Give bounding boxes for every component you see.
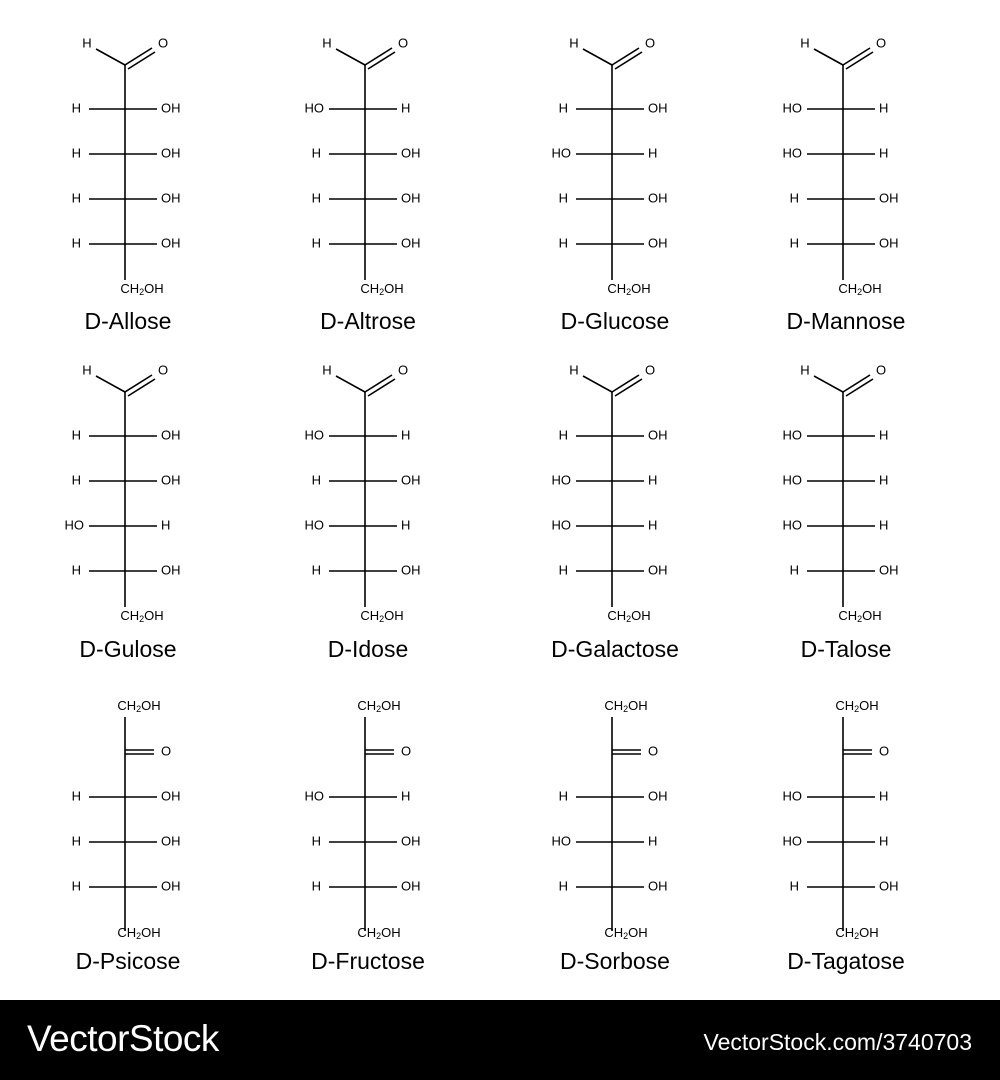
left-substituent: H (71, 427, 81, 443)
aldehyde-h: H (569, 362, 579, 378)
left-substituent: H (311, 878, 321, 894)
left-substituent: H (558, 878, 568, 894)
right-substituent: H (879, 517, 889, 533)
molecule-name: D-Allose (84, 308, 172, 335)
right-substituent: OH (161, 833, 181, 849)
carbonyl-o: O (875, 35, 887, 51)
right-substituent: OH (401, 145, 421, 161)
right-substituent: OH (161, 788, 181, 804)
ch2oh-prefix: CH (357, 925, 377, 941)
left-substituent: H (71, 788, 81, 804)
right-substituent: OH (161, 427, 181, 443)
molecule-d-idose (305, 362, 421, 662)
left-substituent: H (558, 190, 568, 206)
left-substituent: H (558, 788, 568, 804)
ketone-o: O (647, 743, 659, 759)
right-substituent: OH (161, 235, 181, 251)
ch2oh-suffix: OH (381, 925, 401, 941)
right-substituent: OH (401, 833, 421, 849)
aldehyde-h-bond (96, 376, 125, 392)
left-substituent: HO (782, 788, 802, 804)
right-substituent: OH (161, 878, 181, 894)
ch2oh-bottom (835, 925, 878, 941)
molecule-name: D-Altrose (320, 308, 416, 335)
left-substituent: H (789, 190, 799, 206)
left-substituent: H (558, 427, 568, 443)
left-substituent: H (71, 100, 81, 116)
ch2oh-top (117, 698, 160, 714)
molecule-d-tagatose (783, 698, 905, 974)
ch2oh-suffix: OH (631, 281, 651, 297)
molecule-name: D-Glucose (560, 308, 670, 335)
left-substituent: HO (782, 100, 802, 116)
ch2oh-suffix: OH (862, 281, 882, 297)
right-substituent: H (648, 145, 658, 161)
molecule-name: D-Galactose (551, 636, 679, 663)
carbonyl-o: O (397, 362, 409, 378)
molecule-name: D-Fructose (311, 948, 425, 975)
right-substituent: OH (879, 190, 899, 206)
left-substituent: H (71, 190, 81, 206)
right-substituent: H (648, 517, 658, 533)
ch2oh-bottom (120, 281, 163, 297)
aldehyde-h-bond (336, 376, 365, 392)
ch2oh-top (357, 698, 400, 714)
left-substituent: H (71, 472, 81, 488)
ch2oh-prefix: CH (117, 698, 137, 714)
molecule-d-altrose (305, 35, 421, 334)
molecule-name: D-Idose (327, 636, 409, 663)
right-substituent: OH (648, 878, 668, 894)
carbonyl-o: O (644, 35, 656, 51)
right-substituent: OH (879, 878, 899, 894)
molecule-d-talose (783, 362, 899, 662)
left-substituent: HO (304, 517, 324, 533)
brand-logo: VectorStock (27, 1018, 219, 1059)
right-substituent: H (401, 788, 411, 804)
ch2oh-suffix: OH (141, 925, 161, 941)
ch2oh-prefix: CH (607, 281, 627, 297)
right-substituent: H (161, 517, 171, 533)
stock-id-text: VectorStock.com/3740703 (703, 1029, 972, 1055)
right-substituent: OH (648, 788, 668, 804)
ch2oh-subscript: 2 (379, 614, 385, 625)
right-substituent: OH (648, 562, 668, 578)
ch2oh-subscript: 2 (376, 931, 382, 942)
ch2oh-prefix: CH (835, 925, 855, 941)
right-substituent: OH (648, 235, 668, 251)
molecule-d-galactose (551, 362, 679, 662)
ch2oh-subscript: 2 (139, 614, 145, 625)
left-substituent: HO (551, 472, 571, 488)
left-substituent: H (311, 562, 321, 578)
ch2oh-subscript: 2 (623, 931, 629, 942)
molecule-d-allose (72, 35, 181, 334)
molecule-name: D-Psicose (75, 948, 181, 975)
molecule-name: D-Mannose (786, 308, 906, 335)
molecule-name: D-Talose (800, 636, 892, 663)
right-substituent: OH (401, 562, 421, 578)
right-substituent: H (401, 517, 411, 533)
right-substituent: H (648, 472, 658, 488)
ch2oh-subscript: 2 (857, 614, 863, 625)
left-substituent: HO (782, 472, 802, 488)
right-substituent: H (401, 100, 411, 116)
left-substituent: H (311, 190, 321, 206)
ch2oh-prefix: CH (838, 281, 858, 297)
carbonyl-o: O (157, 362, 169, 378)
left-substituent: H (311, 833, 321, 849)
aldehyde-h: H (82, 35, 92, 51)
molecule-d-fructose (305, 698, 425, 974)
molecule-d-sorbose (552, 698, 670, 974)
right-substituent: OH (161, 190, 181, 206)
left-substituent: H (558, 562, 568, 578)
ch2oh-suffix: OH (144, 608, 164, 624)
right-substituent: H (401, 427, 411, 443)
left-substituent: HO (304, 427, 324, 443)
ch2oh-prefix: CH (604, 698, 624, 714)
right-substituent: H (879, 833, 889, 849)
left-substituent: H (789, 878, 799, 894)
right-substituent: H (648, 833, 658, 849)
right-substituent: OH (161, 100, 181, 116)
right-substituent: H (879, 145, 889, 161)
ch2oh-bottom (838, 608, 881, 624)
left-substituent: H (311, 145, 321, 161)
aldehyde-h-bond (814, 49, 843, 65)
ch2oh-suffix: OH (381, 698, 401, 714)
carbonyl-o: O (644, 362, 656, 378)
right-substituent: H (879, 472, 889, 488)
aldehyde-h-bond (583, 49, 612, 65)
left-substituent: H (789, 562, 799, 578)
right-substituent: H (879, 788, 889, 804)
ch2oh-prefix: CH (607, 608, 627, 624)
right-substituent: OH (879, 562, 899, 578)
aldehyde-h: H (569, 35, 579, 51)
ch2oh-suffix: OH (859, 925, 879, 941)
ch2oh-prefix: CH (360, 281, 380, 297)
right-substituent: H (879, 100, 889, 116)
left-substituent: HO (64, 517, 84, 533)
ch2oh-prefix: CH (835, 698, 855, 714)
molecule-d-gulose (65, 362, 181, 662)
left-substituent: HO (782, 427, 802, 443)
ch2oh-prefix: CH (357, 698, 377, 714)
molecule-name: D-Sorbose (560, 948, 670, 975)
left-substituent: HO (782, 517, 802, 533)
right-substituent: OH (401, 190, 421, 206)
ch2oh-subscript: 2 (139, 287, 145, 298)
ch2oh-suffix: OH (144, 281, 164, 297)
right-substituent: OH (879, 235, 899, 251)
left-substituent: HO (304, 788, 324, 804)
left-substituent: H (71, 235, 81, 251)
ch2oh-bottom (117, 925, 160, 941)
right-substituent: H (879, 427, 889, 443)
ch2oh-prefix: CH (117, 925, 137, 941)
ketone-o: O (160, 743, 172, 759)
left-substituent: H (789, 235, 799, 251)
aldehyde-h-bond (814, 376, 843, 392)
ch2oh-subscript: 2 (626, 287, 632, 298)
ch2oh-subscript: 2 (854, 704, 860, 715)
ch2oh-subscript: 2 (857, 287, 863, 298)
ch2oh-subscript: 2 (136, 931, 142, 942)
ch2oh-subscript: 2 (136, 704, 142, 715)
aldehyde-h: H (322, 362, 332, 378)
ch2oh-bottom (357, 925, 400, 941)
aldehyde-h: H (322, 35, 332, 51)
aldehyde-h: H (82, 362, 92, 378)
ch2oh-bottom (838, 281, 881, 297)
aldehyde-h: H (800, 35, 810, 51)
right-substituent: OH (161, 472, 181, 488)
left-substituent: HO (782, 833, 802, 849)
left-substituent: H (71, 145, 81, 161)
footer-bar (0, 1000, 1000, 1080)
left-substituent: H (558, 235, 568, 251)
ch2oh-suffix: OH (628, 925, 648, 941)
ch2oh-prefix: CH (838, 608, 858, 624)
ch2oh-suffix: OH (384, 608, 404, 624)
ketone-o: O (400, 743, 412, 759)
ch2oh-suffix: OH (384, 281, 404, 297)
aldehyde-h-bond (336, 49, 365, 65)
ch2oh-bottom (120, 608, 163, 624)
left-substituent: H (71, 562, 81, 578)
molecule-name: D-Gulose (79, 636, 177, 663)
ch2oh-suffix: OH (628, 698, 648, 714)
ch2oh-bottom (607, 281, 650, 297)
aldehyde-h-bond (96, 49, 125, 65)
molecule-d-mannose (783, 35, 906, 334)
ch2oh-bottom (607, 608, 650, 624)
ch2oh-subscript: 2 (626, 614, 632, 625)
ch2oh-suffix: OH (631, 608, 651, 624)
left-substituent: H (311, 472, 321, 488)
left-substituent: HO (551, 145, 571, 161)
right-substituent: OH (401, 878, 421, 894)
ketone-o: O (878, 743, 890, 759)
ch2oh-prefix: CH (360, 608, 380, 624)
ch2oh-suffix: OH (859, 698, 879, 714)
ch2oh-subscript: 2 (379, 287, 385, 298)
aldehyde-h: H (800, 362, 810, 378)
right-substituent: OH (648, 427, 668, 443)
ch2oh-bottom (604, 925, 647, 941)
right-substituent: OH (401, 235, 421, 251)
right-substituent: OH (648, 190, 668, 206)
ch2oh-suffix: OH (862, 608, 882, 624)
right-substituent: OH (161, 562, 181, 578)
right-substituent: OH (401, 472, 421, 488)
molecule-name: D-Tagatose (787, 948, 905, 975)
ch2oh-bottom (360, 281, 403, 297)
molecule-d-glucose (552, 35, 670, 334)
ch2oh-bottom (360, 608, 403, 624)
ch2oh-prefix: CH (120, 281, 140, 297)
molecule-d-psicose (72, 698, 181, 974)
ch2oh-top (604, 698, 647, 714)
ch2oh-subscript: 2 (623, 704, 629, 715)
ch2oh-subscript: 2 (376, 704, 382, 715)
left-substituent: HO (304, 100, 324, 116)
carbonyl-o: O (157, 35, 169, 51)
ch2oh-prefix: CH (604, 925, 624, 941)
ch2oh-prefix: CH (120, 608, 140, 624)
right-substituent: OH (161, 145, 181, 161)
left-substituent: HO (551, 833, 571, 849)
left-substituent: H (311, 235, 321, 251)
ch2oh-subscript: 2 (854, 931, 860, 942)
left-substituent: H (558, 100, 568, 116)
ch2oh-top (835, 698, 878, 714)
ch2oh-suffix: OH (141, 698, 161, 714)
left-substituent: H (71, 878, 81, 894)
left-substituent: HO (551, 517, 571, 533)
aldehyde-h-bond (583, 376, 612, 392)
left-substituent: HO (782, 145, 802, 161)
carbonyl-o: O (397, 35, 409, 51)
left-substituent: H (71, 833, 81, 849)
right-substituent: OH (648, 100, 668, 116)
carbonyl-o: O (875, 362, 887, 378)
